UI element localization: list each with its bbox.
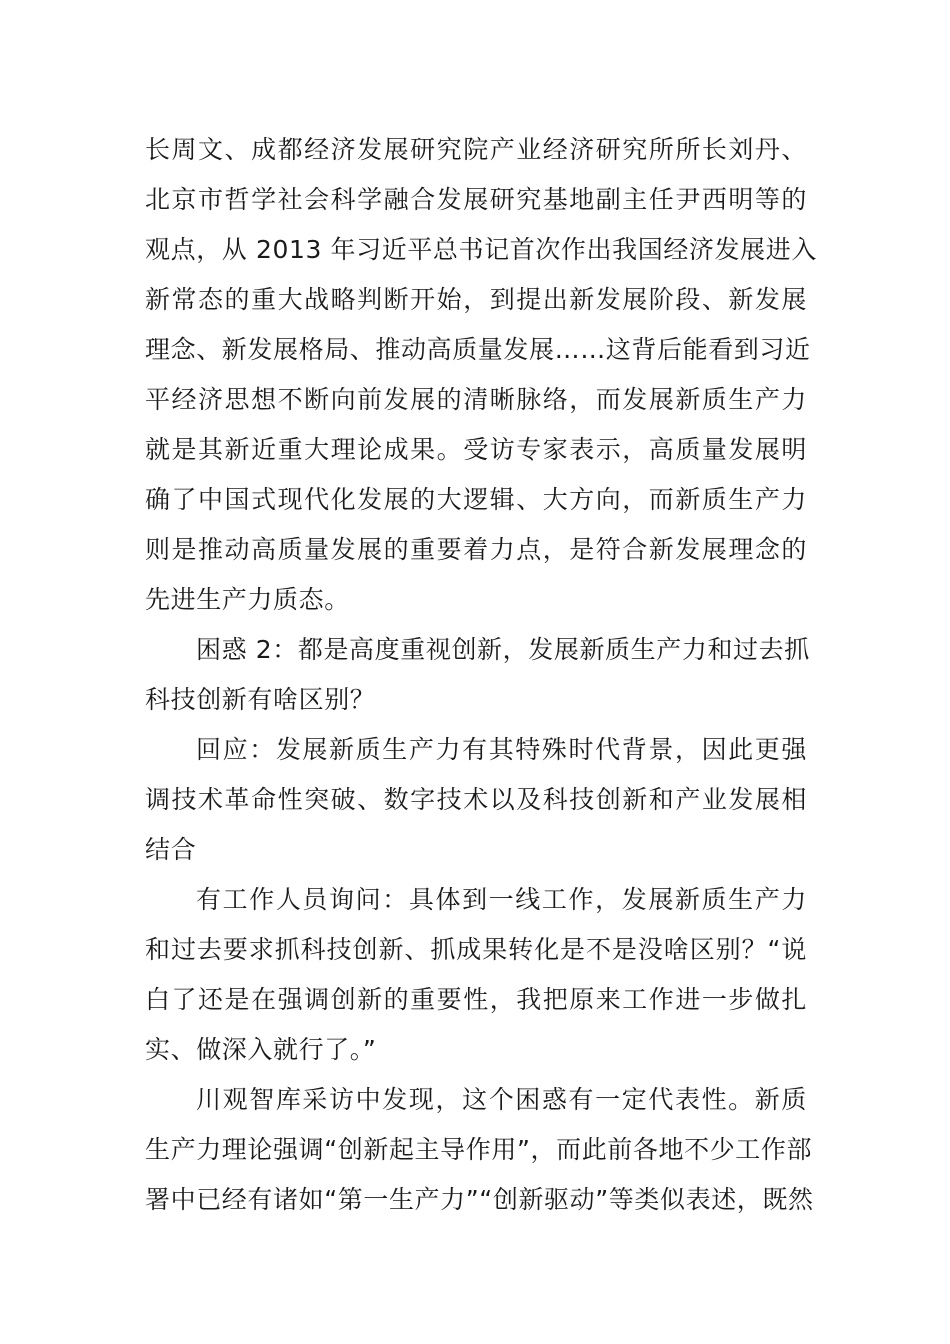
text-line: 生产力理论强调“创新起主导作用”，而此前各地不少工作部	[145, 1135, 813, 1164]
text-line: 调技术革命性突破、数字技术以及科技创新和产业发展相	[145, 785, 807, 814]
text-line: 确了中国式现代化发展的大逻辑、大方向，而新质生产力	[145, 485, 807, 514]
text-line: 就是其新近重大理论成果。受访专家表示，高质量发展明	[145, 435, 807, 464]
document-body	[145, 125, 817, 1225]
text-line: 署中已经有诸如“第一生产力”“创新驱动”等类似表述，既然	[145, 1185, 814, 1214]
text-line: 长周文、成都经济发展研究院产业经济研究所所长刘丹、	[145, 135, 807, 164]
text-line: 和过去要求抓科技创新、抓成果转化是不是没啥区别？“说	[145, 935, 807, 964]
text-line: 新常态的重大战略判断开始，到提出新发展阶段、新发展	[145, 285, 807, 314]
text-line: 平经济思想不断向前发展的清晰脉络，而发展新质生产力	[145, 385, 807, 414]
text-line: 实、做深入就行了。”	[145, 1035, 377, 1064]
text-line: 理念、新发展格局、推动高质量发展……这背后能看到习近	[145, 335, 811, 364]
text-line: 北京市哲学社会科学融合发展研究基地副主任尹西明等的	[145, 185, 807, 214]
text-line: 回应：发展新质生产力有其特殊时代背景，因此更强	[196, 735, 807, 764]
text-line: 则是推动高质量发展的重要着力点，是符合新发展理念的	[145, 535, 807, 564]
text-line: 白了还是在强调创新的重要性，我把原来工作进一步做扎	[145, 985, 807, 1014]
text-line: 科技创新有啥区别？	[145, 685, 376, 714]
text-line: 川观智库采访中发现，这个困惑有一定代表性。新质	[196, 1085, 807, 1114]
text-line: 困惑 2：都是高度重视创新，发展新质生产力和过去抓	[196, 635, 810, 664]
text-line: 观点，从 2013 年习近平总书记首次作出我国经济发展进入	[145, 235, 817, 264]
text-line: 有工作人员询问：具体到一线工作，发展新质生产力	[196, 885, 807, 914]
text-line: 先进生产力质态。	[145, 585, 350, 614]
text-line: 结合	[145, 835, 197, 864]
